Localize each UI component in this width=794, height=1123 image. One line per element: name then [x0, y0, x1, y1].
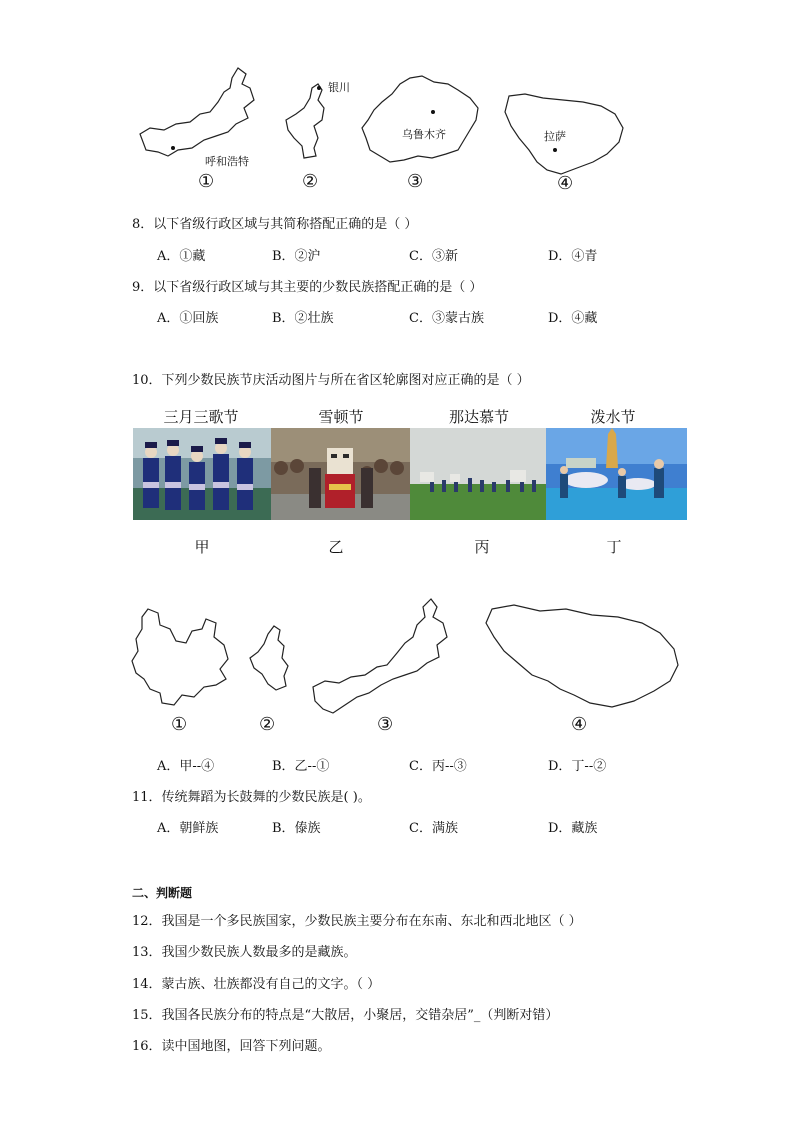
question-15: 15．我国各民族分布的特点是“大散居，小聚居，交错杂居”_（判断对错）	[132, 1008, 559, 1023]
city-label-yinchuan: 银川	[328, 81, 350, 94]
photo-caption-bing: 丙	[474, 538, 490, 556]
festival-label-xuedun: 雪顿节	[318, 408, 364, 426]
photo-caption-jia: 甲	[194, 538, 210, 556]
festival-label-nadam: 那达慕节	[448, 408, 509, 426]
question-8-stem: 8．以下省级行政区域与其简称搭配正确的是（ ）	[132, 217, 418, 232]
question-10-option-c[interactable]: C．丙--③	[409, 759, 467, 774]
section-title-true-false: 二、判断题	[132, 886, 193, 900]
q10-map-number-1: ①	[171, 714, 188, 735]
map-inner-mongolia-top	[138, 66, 263, 166]
city-label-hohhot: 呼和浩特	[205, 155, 249, 168]
map-ningxia-top	[284, 82, 329, 160]
question-11-option-d[interactable]: D．藏族	[548, 821, 598, 836]
festival-photo-bing	[410, 428, 546, 520]
q10-map-number-4: ④	[571, 714, 588, 735]
map-inner-mongolia	[311, 597, 451, 715]
map-number-2: ②	[302, 171, 319, 192]
question-8-option-c[interactable]: C．③新	[409, 249, 458, 264]
festival-photo-yi	[271, 428, 410, 520]
question-10-option-d[interactable]: D．丁--②	[548, 759, 607, 774]
map-tibet	[484, 603, 680, 711]
festival-label-water-splashing: 泼水节	[590, 408, 636, 426]
q10-map-number-3: ③	[377, 714, 394, 735]
question-8-option-b[interactable]: B．②沪	[272, 249, 321, 264]
festival-photo-jia	[133, 428, 271, 520]
question-8-option-a[interactable]: A．①藏	[157, 249, 206, 264]
map-number-1: ①	[198, 171, 215, 192]
question-11-option-c[interactable]: C．满族	[409, 821, 458, 836]
question-13: 13．我国少数民族人数最多的是藏族。	[132, 945, 357, 960]
question-9-option-b[interactable]: B．②壮族	[272, 311, 334, 326]
question-10-stem: 10．下列少数民族节庆活动图片与所在省区轮廓图对应正确的是（ ）	[132, 373, 530, 388]
question-14: 14．蒙古族、壮族都没有自己的文字。（ ）	[132, 977, 381, 992]
city-label-urumqi: 乌鲁木齐	[402, 128, 446, 141]
question-11-option-a[interactable]: A．朝鲜族	[157, 821, 219, 836]
map-xinjiang-top	[360, 74, 480, 166]
festival-photo-ding	[546, 428, 687, 520]
festival-label-sanyuesan: 三月三歌节	[163, 408, 239, 426]
map-ningxia	[248, 624, 292, 692]
photo-caption-yi: 乙	[328, 538, 344, 556]
map-number-4: ④	[557, 173, 574, 194]
map-yunnan	[130, 607, 230, 709]
question-11-option-b[interactable]: B．傣族	[272, 821, 321, 836]
question-11-stem: 11．传统舞蹈为长鼓舞的少数民族是( )。	[132, 790, 371, 805]
question-10-option-a[interactable]: A．甲--④	[157, 759, 215, 774]
question-9-option-a[interactable]: A．①回族	[157, 311, 219, 326]
city-label-lhasa: 拉萨	[544, 130, 566, 143]
question-16: 16．读中国地图，回答下列问题。	[132, 1039, 331, 1054]
question-9-option-d[interactable]: D．④藏	[548, 311, 598, 326]
photo-caption-ding: 丁	[606, 538, 622, 556]
q10-map-number-2: ②	[259, 714, 276, 735]
question-8-option-d[interactable]: D．④青	[548, 249, 598, 264]
question-10-option-b[interactable]: B．乙--①	[272, 759, 330, 774]
map-number-3: ③	[407, 171, 424, 192]
question-9-option-c[interactable]: C．③蒙古族	[409, 311, 484, 326]
question-12: 12．我国是一个多民族国家，少数民族主要分布在东南、东北和西北地区（ ）	[132, 914, 582, 929]
question-9-stem: 9．以下省级行政区域与其主要的少数民族搭配正确的是（ ）	[132, 280, 483, 295]
